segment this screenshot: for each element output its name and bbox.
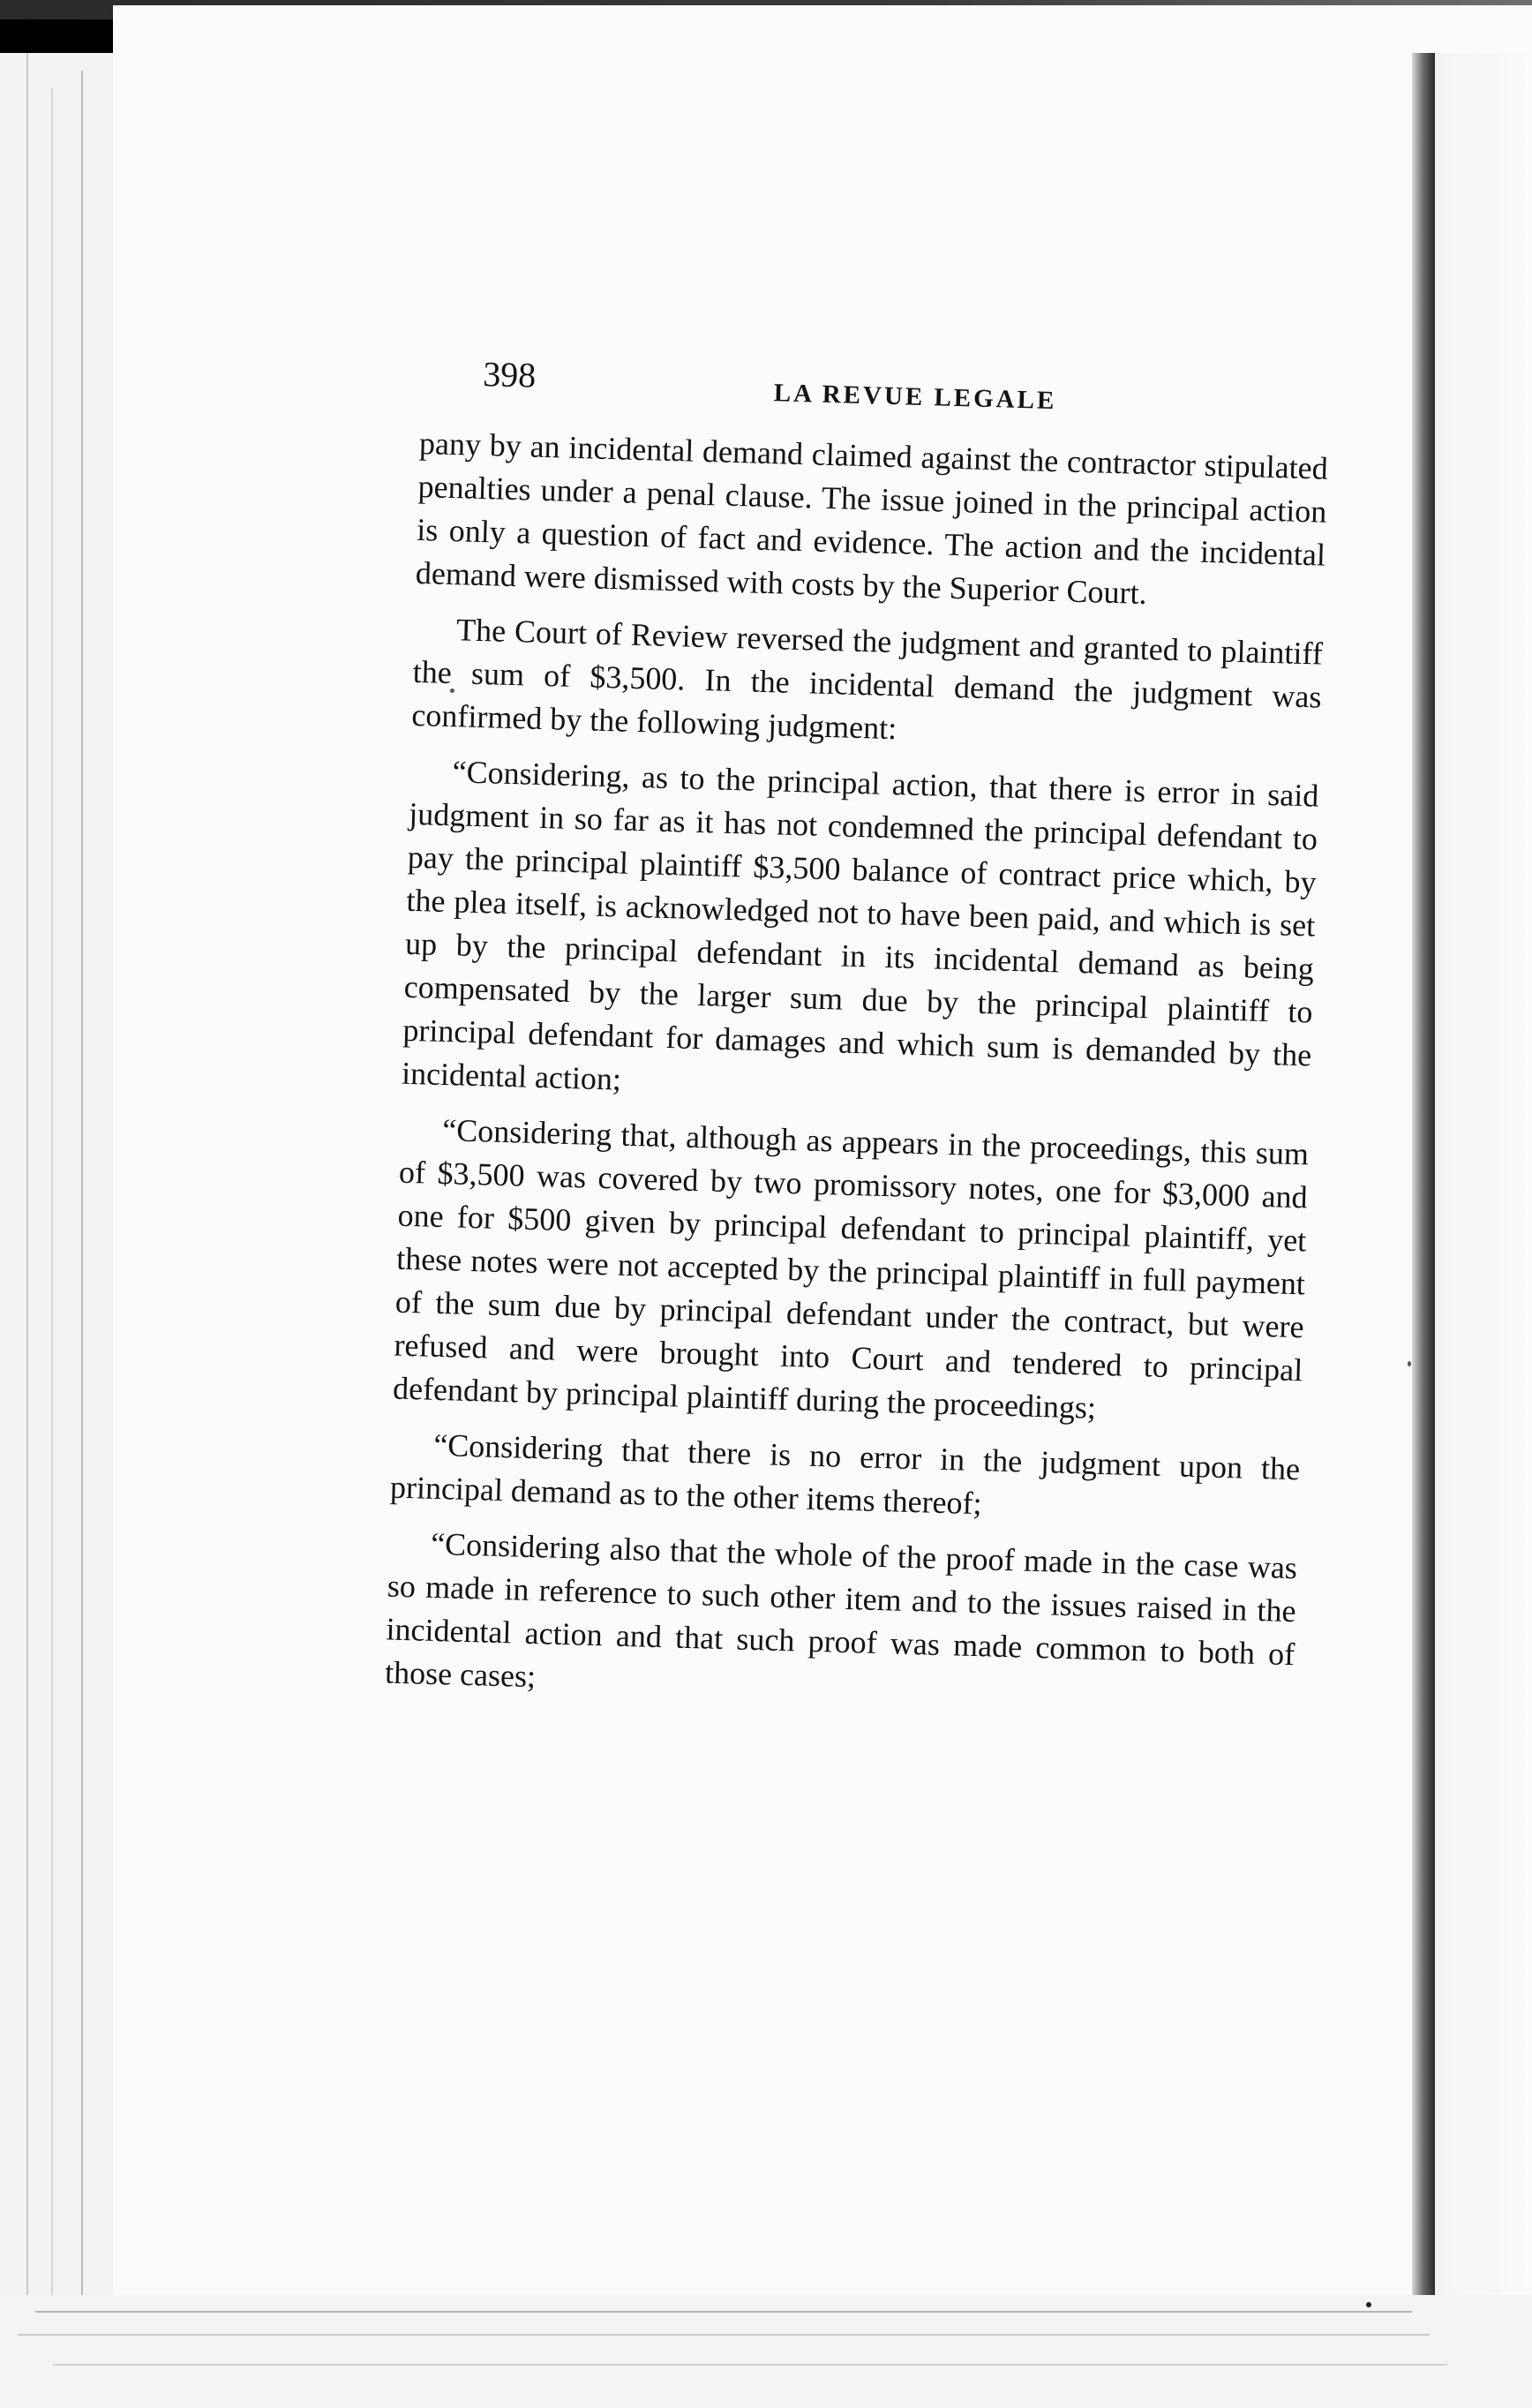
page-number: 398 <box>482 353 537 395</box>
stacked-page-edges <box>0 53 113 2408</box>
paragraph: pany by an incidental demand claimed against the contractor stipulated penalties under a penal clause. The issue joined in the principal action is only a question of fact and evidence. The action and the incidental demand were dismissed with costs by the Superior Court. <box>415 425 1329 612</box>
page-edge-line <box>51 88 53 2383</box>
page-edge-line <box>18 2334 1430 2336</box>
page-edge-line <box>53 2364 1447 2366</box>
paragraph: “Considering that, although as appears in the proceedings, this sum of $3,500 was covered by two promissory notes, one for $3,000 and one for $500 given by principal defendant to principal plaintiff, yet these notes were not accepted by the principal plaintiff in full payment of the sum due by principal defendant under the contract, but were refused and were brought into Court and tendered to principal defendant by principal plaintiff during the proceedings; <box>392 1112 1310 1426</box>
page-edge-line <box>81 71 83 2401</box>
paragraph: The Court of Review reversed the judgment and granted to plaintiff the sum of $3,500. In the incidental demand the judgment was confirmed by the following judgment: <box>410 612 1324 747</box>
speck-mark <box>1408 1361 1411 1366</box>
book-binding-shadow <box>1412 53 1435 2295</box>
paragraph: “Considering that there is no error in the judgment upon the principal demand as to the other items thereof; <box>389 1426 1301 1522</box>
paragraph: “Considering, as to the principal action, that there is error in said judgment in so far as it has not condemned the principal defendant to pay the principal plaintiff $3,500 balance of contract price which, by the plea itself, is acknowledged not to have been paid, and which is set up by the principal defendant in its incidental demand as being compensated by the larger sum due by the principal plaintiff to principal defendant for damages and which sum is demanded by the incidental action; <box>401 754 1319 1097</box>
speck-mark <box>1366 2302 1371 2307</box>
facing-page-edge <box>1435 53 1532 2408</box>
paragraph: “Considering also that the whole of the proof made in the case was so made in reference to such other item and to the issues raised in the incidental action and that such proof was made common to both of those cases; <box>384 1525 1298 1695</box>
journal-title: LA REVUE LEGALE <box>773 379 1057 416</box>
page-edge-line <box>35 2311 1412 2313</box>
page-edge-line <box>26 53 28 2408</box>
page-bottom-edge <box>0 2295 1532 2408</box>
page-text-block <box>384 351 1330 1732</box>
